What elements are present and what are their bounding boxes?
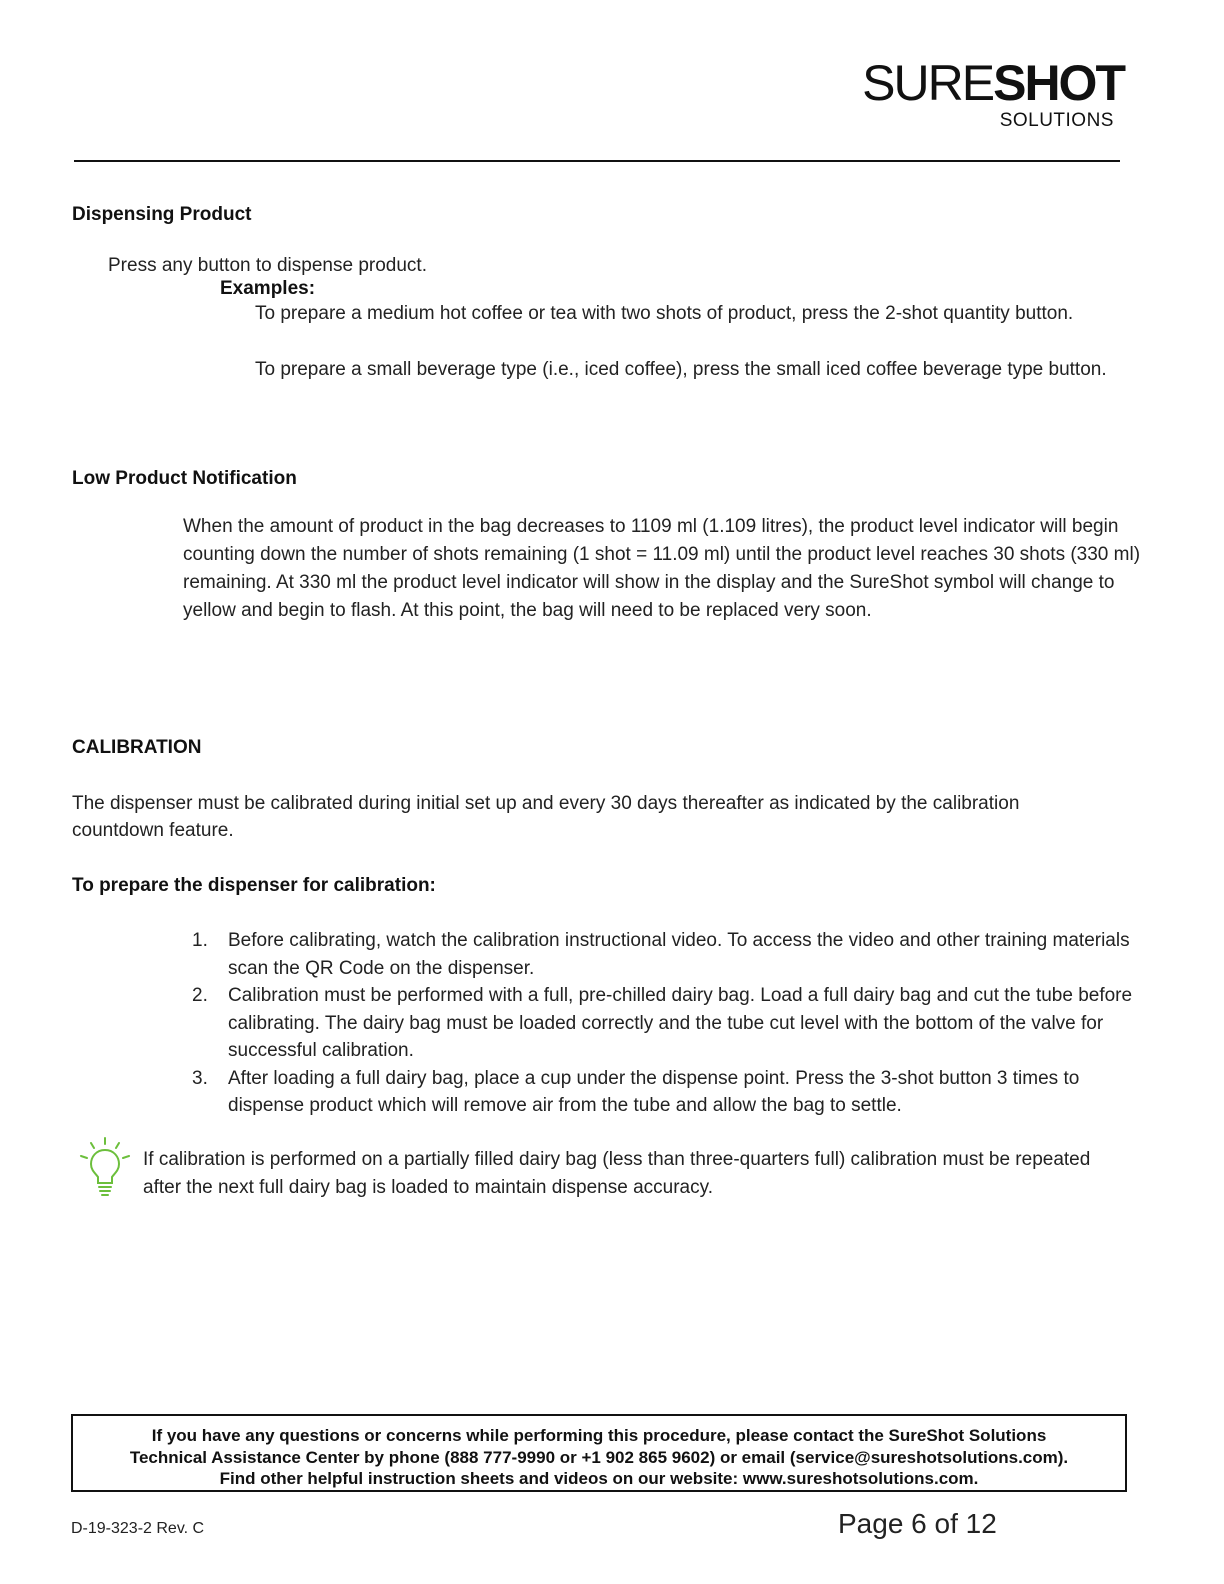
logo-word-bold: SHOT — [993, 55, 1124, 111]
step-number: 3. — [192, 1067, 208, 1089]
examples-label: Examples: — [220, 278, 316, 299]
example-1: To prepare a medium hot coffee or tea with two shots of product, press the 2-shot quantity button. — [255, 303, 1074, 324]
low-product-heading: Low Product Notification — [72, 468, 297, 489]
calibration-body: The dispenser must be calibrated during initial set up and every 30 days thereafter as indicated by the calibration countdown feature. — [72, 793, 1020, 841]
example-2: To prepare a small beverage type (i.e., iced coffee), press the small iced coffee beverage type button. — [255, 359, 1107, 380]
calibration-tip: If calibration is performed on a partially filled dairy bag (less than three-quarters full) calibration must be repeated after the next full dairy bag is loaded to maintain dispense accuracy. — [143, 1149, 1091, 1198]
dispensing-product-heading: Dispensing Product — [72, 204, 252, 225]
list-item — [192, 927, 1142, 982]
page-number: Page 6 of 12 — [838, 1508, 997, 1539]
support-line-3: Find other helpful instruction sheets and videos on our website: www.sureshotsolutions.com. — [219, 1469, 979, 1488]
list-item — [192, 982, 1142, 1065]
step-number: 1. — [192, 930, 208, 951]
support-line-1: If you have any questions or concerns while performing this procedure, please contact the SureShot Solutions — [151, 1426, 1047, 1445]
list-item — [192, 1065, 1142, 1120]
document-id: D-19-323-2 Rev. C — [71, 1520, 205, 1537]
dispensing-intro: Press any button to dispense product. — [108, 255, 427, 276]
logo-wordmark — [862, 55, 1124, 111]
support-contact-box — [71, 1414, 1127, 1492]
lightbulb-icon — [78, 1136, 132, 1200]
step-text: Calibration must be performed with a full, pre-chilled dairy bag. Load a full dairy bag and cut the tube before calibrating. The dairy bag must be loaded correctly and the tube cut level with the bottom of the valve for successful calibration. — [228, 985, 1133, 1061]
calibration-prep-heading: To prepare the dispenser for calibration: — [72, 875, 436, 896]
calibration-steps — [192, 927, 1142, 1120]
step-text: After loading a full dairy bag, place a cup under the dispense point. Press the 3-shot button 3 times to dispense product which will remove air from the tube and allow the bag to settle. — [228, 1067, 1080, 1116]
calibration-heading: CALIBRATION — [72, 737, 202, 758]
low-product-body: When the amount of product in the bag decreases to 1109 ml (1.109 litres), the product level indicator will begin counting down the number of shots remaining (1 shot = 11.09 ml) until the product level reaches 30 shots (330 ml) remaining. At 330 ml the product level indicator will show in the display and the SureShot symbol will change to yellow and begin to flash. At this point, the bag will need to be replaced very soon. — [183, 516, 1141, 621]
step-number: 2. — [192, 985, 208, 1006]
support-line-2: Technical Assistance Center by phone (888 777-9990 or +1 902 865 9602) or email (service@sureshotsolutions.com). — [129, 1447, 1069, 1467]
logo-word-light: SURE — [862, 55, 994, 111]
step-text: Before calibrating, watch the calibration instructional video. To access the video and other training materials scan the QR Code on the dispenser. — [228, 930, 1130, 979]
logo-subtitle: SOLUTIONS — [999, 110, 1114, 131]
sureshot-logo — [862, 55, 1124, 132]
header-divider — [74, 160, 1120, 162]
